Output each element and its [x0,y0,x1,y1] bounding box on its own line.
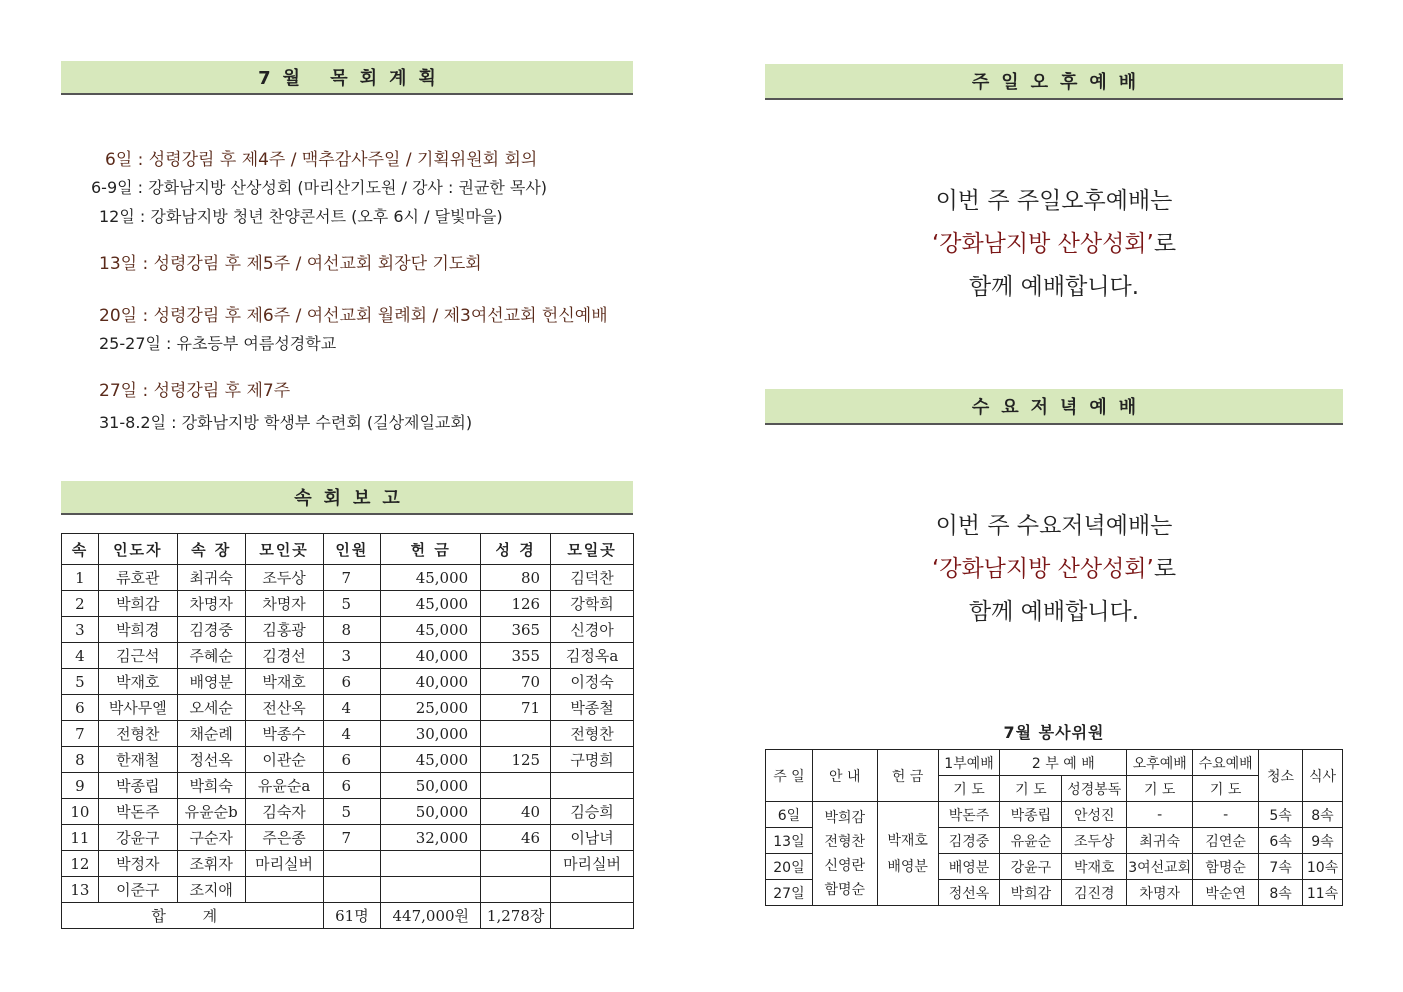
cell-offering: 30,000 [381,721,481,747]
cell-group: 8 [62,747,99,773]
cell-leader: 박돈주 [98,799,177,825]
cell-leader: 김근석 [98,643,177,669]
cell-group: 13 [62,877,99,903]
svc-guide-name: 신영란 [824,857,866,874]
cell-leader: 이준구 [98,877,177,903]
svc-wed-pray: 함명순 [1193,854,1259,880]
svc-clean: 6속 [1259,828,1303,854]
table-row [62,747,634,773]
plan-schedule [0,0,700,470]
cell-next-place: 신경아 [551,617,634,643]
cell-bible: 125 [481,747,551,773]
table-row [62,591,634,617]
svc-head-afternoon: 오후예배 [1127,750,1193,776]
cell-group: 9 [62,773,99,799]
plan-title: 7월 목회계획 [258,68,448,89]
svc-offering-name: 배영분 [887,858,928,875]
svc-afternoon-pray: 최귀숙 [1127,828,1193,854]
wednesday-line2 [764,548,1344,591]
wednesday-title: 수요저녁예배 [971,397,1149,418]
cell-people: 6 [323,773,381,799]
sunday-line1: 이번 주 주일오후예배는 [935,188,1173,214]
cell-place [245,877,323,903]
col-header: 모일곳 [551,534,634,565]
cell-people [323,877,381,903]
cell-next-place: 이남녀 [551,825,634,851]
table-row [62,825,634,851]
svc-head-meal: 식사 [1302,750,1342,802]
total-offering: 447,000원 [381,903,481,929]
total-label: 합 계 [62,903,324,929]
svc-sub-pray: 기 도 [1127,776,1193,802]
cell-people: 7 [323,825,381,851]
svc-bible-reader: 김진경 [1062,880,1127,906]
cell-place: 이관순 [245,747,323,773]
cell-group: 11 [62,825,99,851]
cell-people: 5 [323,591,381,617]
cell-bible [481,851,551,877]
cell-next-place: 이정숙 [551,669,634,695]
cell-group: 12 [62,851,99,877]
report-header [61,481,633,515]
cell-place: 유윤순a [245,773,323,799]
plan-line: 6-9일 : 강화남지방 산상성회 (마리산기도원 / 강사 : 권균한 목사) [91,178,548,197]
cell-offering: 45,000 [381,747,481,773]
svc-guide-name: 전형찬 [824,833,866,850]
plan-line: 25-27일 : 유초등부 여름성경학교 [99,334,337,353]
svc-week: 6일 [766,802,813,828]
cell-leader: 박희경 [98,617,177,643]
cell-leader: 강윤구 [98,825,177,851]
cell-people: 3 [323,643,381,669]
cell-head: 주혜순 [177,643,245,669]
svc-week: 20일 [766,854,813,880]
sunday-line3: 함께 예배합니다. [968,274,1140,300]
svc-first-pray: 배영분 [938,854,1000,880]
cell-bible: 355 [481,643,551,669]
sunday-header [765,64,1343,100]
svc-sub-pray: 기 도 [1000,776,1062,802]
col-header: 헌 금 [381,534,481,565]
svc-offering-name: 박재호 [887,832,928,849]
cell-place: 김홍광 [245,617,323,643]
cell-offering: 45,000 [381,617,481,643]
cell-place: 전산옥 [245,695,323,721]
svc-bible-reader: 조두상 [1062,828,1127,854]
cell-leader: 한재철 [98,747,177,773]
cell-head: 유윤순b [177,799,245,825]
sunday-suffix: 로 [1153,231,1177,257]
cell-place: 마리실버 [245,851,323,877]
cell-group: 7 [62,721,99,747]
cell-people: 6 [323,747,381,773]
cell-head: 오세순 [177,695,245,721]
cell-next-place: 김덕찬 [551,565,634,591]
total-bible: 1,278장 [481,903,551,929]
cell-bible: 40 [481,799,551,825]
svc-first-pray: 박돈주 [938,802,1000,828]
cell-leader: 박종립 [98,773,177,799]
sunday-highlight: ‘강화남지방 산상성회’ [931,231,1154,257]
cell-head: 차명자 [177,591,245,617]
cell-offering: 45,000 [381,591,481,617]
svc-guide-name: 박희감 [824,809,866,826]
cell-bible: 365 [481,617,551,643]
svc-week: 27일 [766,880,813,906]
col-header: 속 장 [177,534,245,565]
cell-place: 주은종 [245,825,323,851]
cell-group: 4 [62,643,99,669]
cell-leader: 전형찬 [98,721,177,747]
cell-leader: 박재호 [98,669,177,695]
total-people: 61명 [323,903,381,929]
cell-head: 조지애 [177,877,245,903]
cell-group: 1 [62,565,99,591]
cell-place: 박재호 [245,669,323,695]
svc-sub-pray: 기 도 [938,776,1000,802]
cell-head: 정선옥 [177,747,245,773]
report-header-row [62,534,634,565]
cell-bible [481,773,551,799]
cell-next-place [551,773,634,799]
col-header: 모인곳 [245,534,323,565]
wednesday-line3: 함께 예배합니다. [968,599,1140,625]
col-header: 인원 [323,534,381,565]
service-title: 7월 봉사위원 [1003,723,1105,742]
svc-afternoon-pray: 차명자 [1127,880,1193,906]
cell-place: 김숙자 [245,799,323,825]
svc-sub-pray: 기 도 [1193,776,1259,802]
cell-bible [481,877,551,903]
svc-head-wed: 수요예배 [1193,750,1259,776]
svc-head-second: 2 부 예 배 [1000,750,1127,776]
wednesday-suffix: 로 [1153,556,1177,582]
svc-bible-reader: 안성진 [1062,802,1127,828]
svc-bible-reader: 박재호 [1062,854,1127,880]
svc-meal: 11속 [1302,880,1342,906]
plan-line: 6일 : 성령강림 후 제4주 / 맥추감사주일 / 기획위원회 회의 [105,150,538,170]
cell-offering [381,877,481,903]
svc-head-offering: 헌 금 [877,750,938,802]
report-table [61,533,634,929]
table-row [766,802,1343,828]
svc-guide-cell [812,802,877,906]
cell-next-place: 김승희 [551,799,634,825]
cell-bible [481,721,551,747]
cell-place: 차명자 [245,591,323,617]
svc-wed-pray: 박순연 [1193,880,1259,906]
cell-people: 4 [323,695,381,721]
svc-first-pray: 정선옥 [938,880,1000,906]
svc-wed-pray: - [1193,802,1259,828]
svc-second-pray: 박종립 [1000,802,1062,828]
report-total-row [62,903,634,929]
cell-group: 6 [62,695,99,721]
svc-week: 13일 [766,828,813,854]
cell-head: 김경중 [177,617,245,643]
table-row [62,695,634,721]
plan-line: 20일 : 성령강림 후 제6주 / 여선교회 월례회 / 제3여선교회 헌신예배 [99,306,608,326]
wednesday-highlight: ‘강화남지방 산상성회’ [931,556,1154,582]
svc-clean: 5속 [1259,802,1303,828]
svc-head-guide: 안 내 [812,750,877,802]
cell-leader: 류호관 [98,565,177,591]
table-row [62,669,634,695]
svc-second-pray: 강윤구 [1000,854,1062,880]
cell-offering: 32,000 [381,825,481,851]
cell-next-place: 김정옥a [551,643,634,669]
svc-meal: 8속 [1302,802,1342,828]
cell-bible: 71 [481,695,551,721]
cell-next-place: 구명희 [551,747,634,773]
sunday-line2 [764,223,1344,266]
cell-next-place: 강학희 [551,591,634,617]
cell-head: 채순례 [177,721,245,747]
svc-clean: 8속 [1259,880,1303,906]
svc-offering-cell [877,802,938,906]
svc-wed-pray: 김연순 [1193,828,1259,854]
cell-next-place [551,877,634,903]
cell-offering: 40,000 [381,643,481,669]
sunday-title: 주일오후예배 [971,72,1149,93]
cell-group: 2 [62,591,99,617]
svc-sub-bible: 성경봉독 [1062,776,1127,802]
svc-meal: 10속 [1302,854,1342,880]
cell-group: 5 [62,669,99,695]
svc-second-pray: 유윤순 [1000,828,1062,854]
table-row [62,877,634,903]
table-row [62,617,634,643]
cell-people [323,851,381,877]
cell-head: 최귀숙 [177,565,245,591]
cell-offering: 40,000 [381,669,481,695]
table-row [62,565,634,591]
cell-place: 박종수 [245,721,323,747]
cell-bible: 126 [481,591,551,617]
svc-head-first: 1부예배 [938,750,1000,776]
total-empty [551,903,634,929]
cell-offering: 50,000 [381,773,481,799]
report-title: 속회보고 [294,488,412,509]
table-row [62,721,634,747]
cell-offering [381,851,481,877]
cell-head: 배영분 [177,669,245,695]
svc-meal: 9속 [1302,828,1342,854]
wednesday-line1: 이번 주 수요저녁예배는 [935,513,1173,539]
plan-line: 13일 : 성령강림 후 제5주 / 여선교회 회장단 기도회 [99,254,482,274]
wednesday-notice [764,505,1344,634]
cell-people: 7 [323,565,381,591]
table-row [62,851,634,877]
cell-place: 김경선 [245,643,323,669]
cell-next-place: 전형찬 [551,721,634,747]
cell-next-place: 박종철 [551,695,634,721]
cell-next-place: 마리실버 [551,851,634,877]
cell-offering: 50,000 [381,799,481,825]
cell-offering: 45,000 [381,565,481,591]
col-header: 성 경 [481,534,551,565]
sunday-notice [764,180,1344,309]
cell-bible: 70 [481,669,551,695]
cell-place: 조두상 [245,565,323,591]
table-row [62,799,634,825]
plan-line: 31-8.2일 : 강화남지방 학생부 수련회 (길상제일교회) [99,413,473,432]
cell-bible: 80 [481,565,551,591]
col-header: 속 [62,534,99,565]
svc-clean: 7속 [1259,854,1303,880]
svc-head-clean: 청소 [1259,750,1303,802]
cell-head: 조휘자 [177,851,245,877]
svc-head-week: 주 일 [766,750,813,802]
table-row [62,773,634,799]
table-row [62,643,634,669]
plan-line: 12일 : 강화남지방 청년 찬양콘서트 (오후 6시 / 달빛마을) [99,207,503,226]
svc-afternoon-pray: - [1127,802,1193,828]
cell-group: 10 [62,799,99,825]
plan-line: 27일 : 성령강림 후 제7주 [99,381,291,401]
col-header: 인도자 [98,534,177,565]
cell-people: 5 [323,799,381,825]
svc-guide-name: 함명순 [824,881,866,898]
cell-people: 8 [323,617,381,643]
cell-people: 4 [323,721,381,747]
service-table [765,749,1343,906]
cell-offering: 25,000 [381,695,481,721]
cell-bible: 46 [481,825,551,851]
cell-head: 박희숙 [177,773,245,799]
svc-afternoon-pray: 3여선교회 [1127,854,1193,880]
cell-people: 6 [323,669,381,695]
cell-leader: 박정자 [98,851,177,877]
cell-head: 구순자 [177,825,245,851]
cell-leader: 박사무엘 [98,695,177,721]
wednesday-header [765,389,1343,425]
svc-second-pray: 박희감 [1000,880,1062,906]
cell-group: 3 [62,617,99,643]
cell-leader: 박희감 [98,591,177,617]
svc-first-pray: 김경중 [938,828,1000,854]
